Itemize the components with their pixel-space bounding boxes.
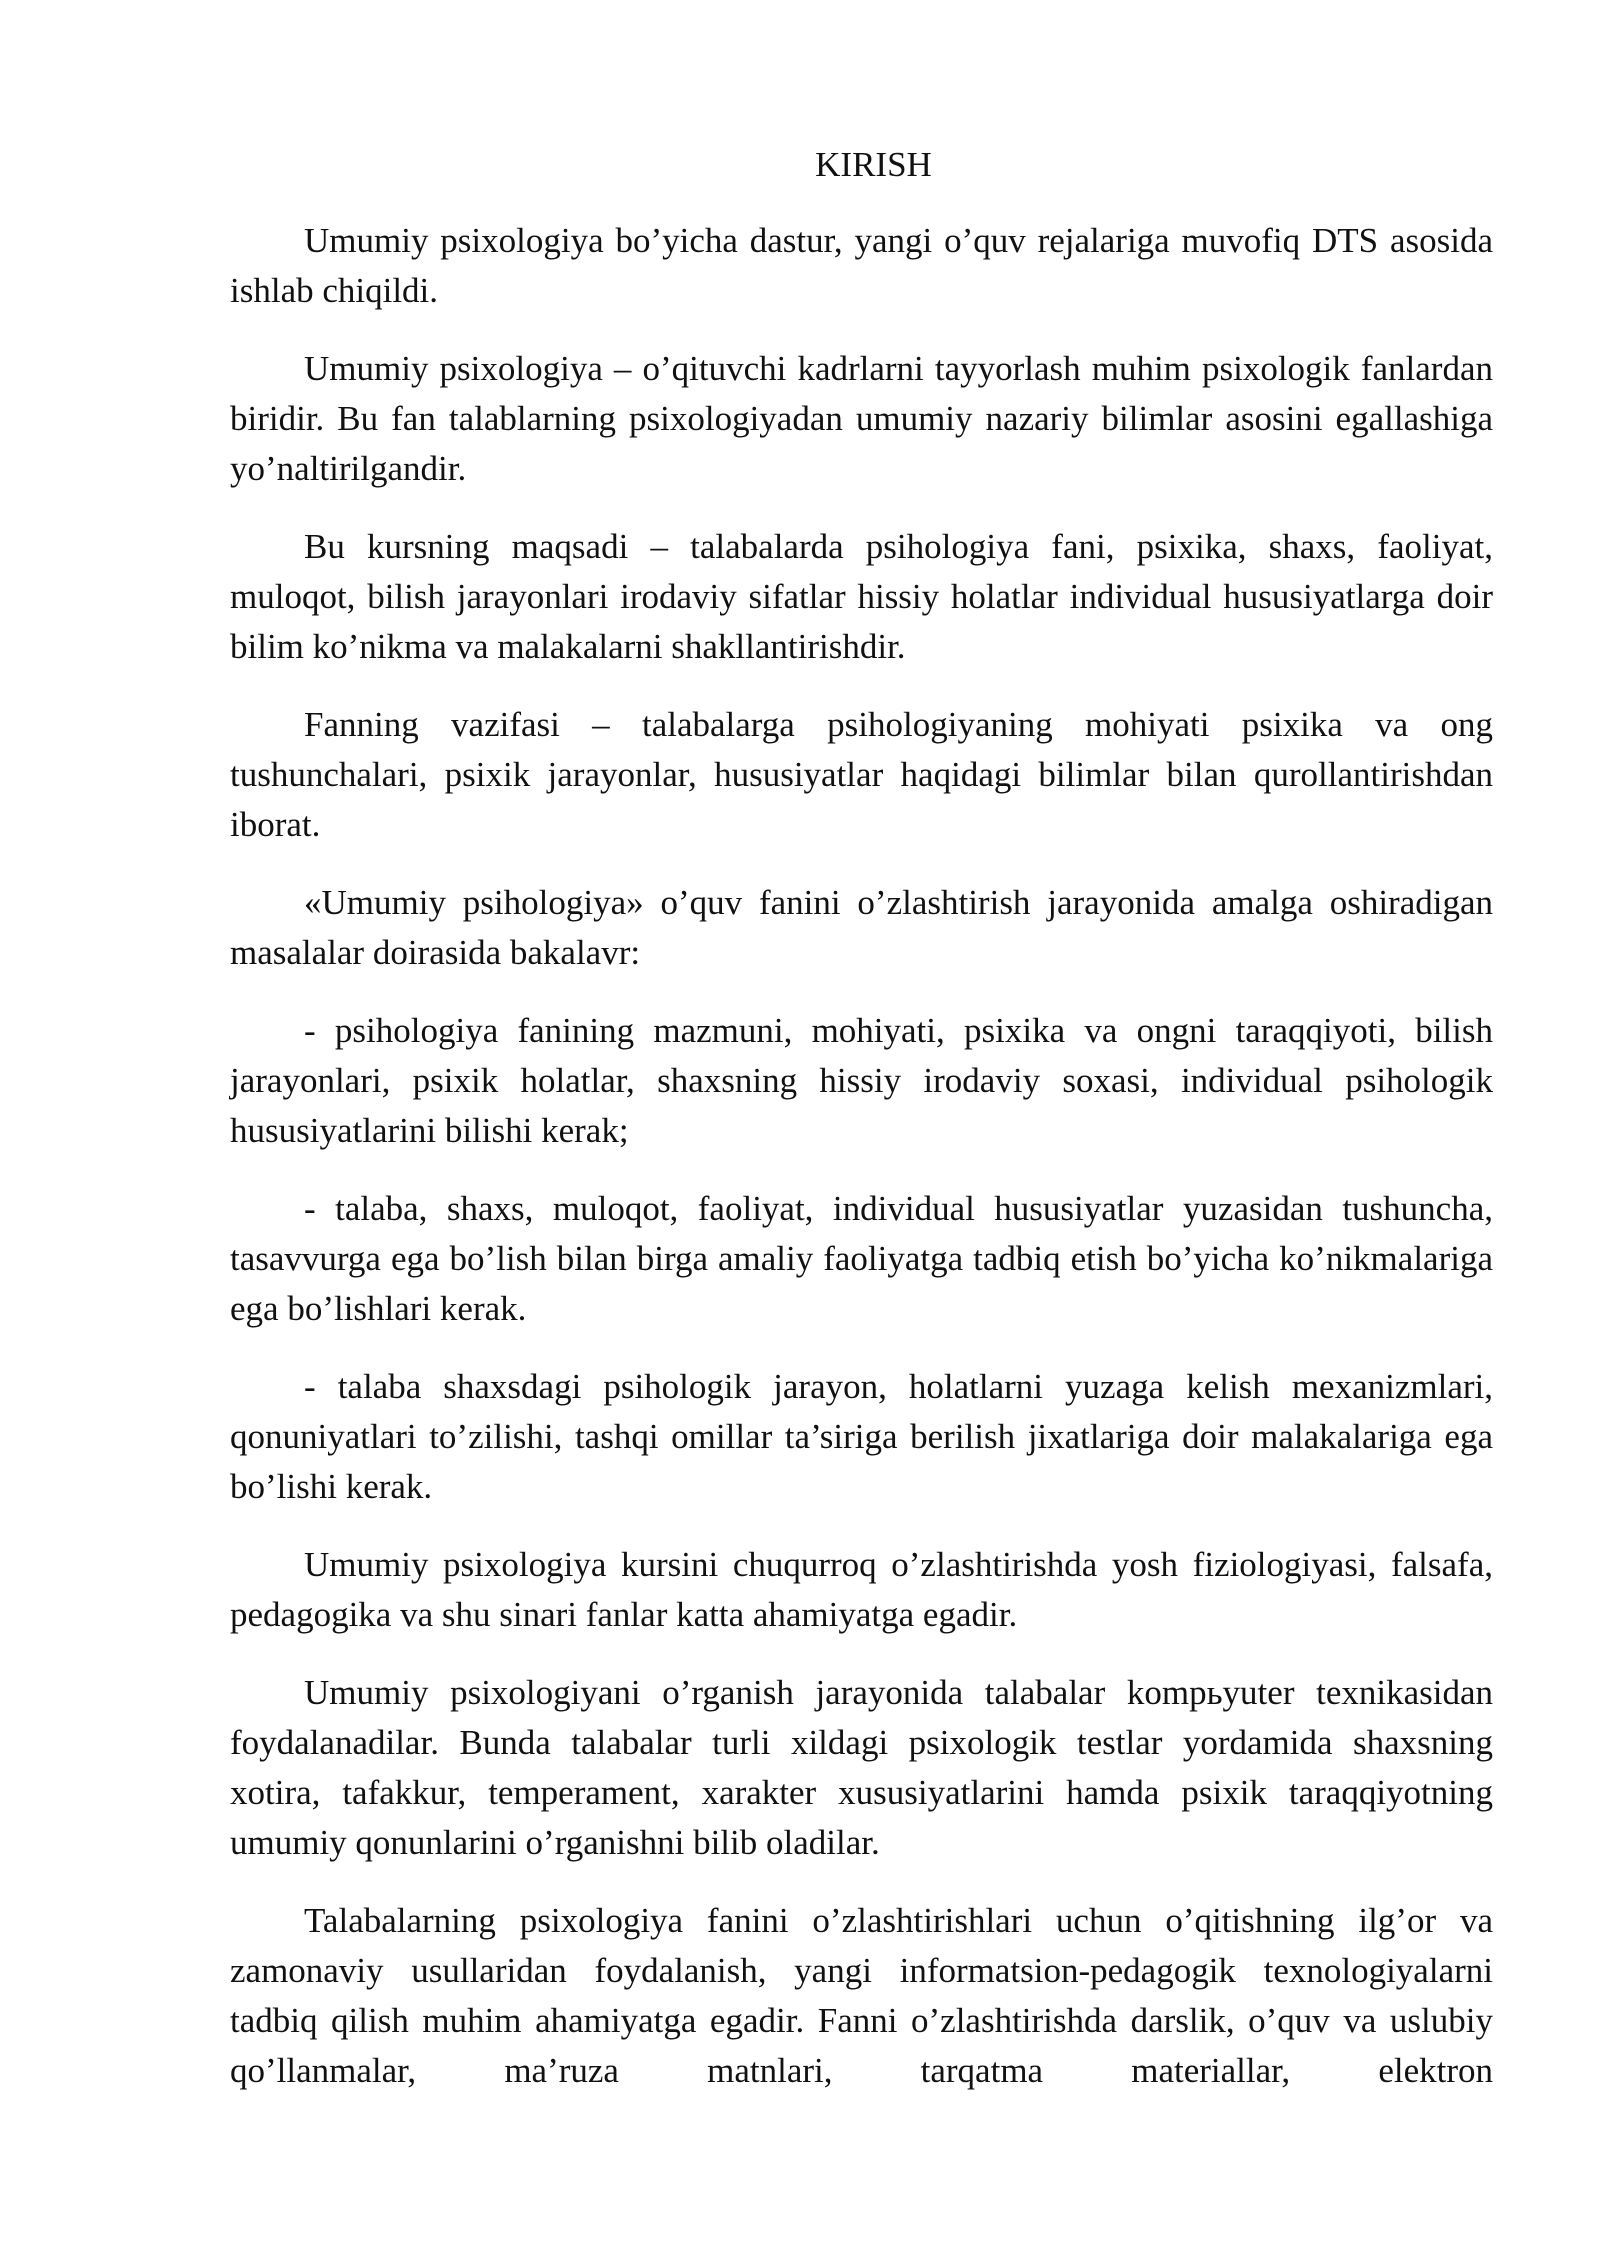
- paragraph-1: Umumiy psixologiya bo’yicha dastur, yangi o’quv rejalariga muvofiq DTS asosida ishlab chiqildi.: [230, 221, 1493, 310]
- paragraph-8: - talaba shaxsdagi psihologik jarayon, holatlarni yuzaga kelish mexanizmlari, qonuniyatlari to’zilishi, tashqi omillar ta’siriga berilish jixatlariga doir malakalariga ega bo’lishi kerak.: [230, 1367, 1493, 1506]
- paragraph-6: - psihologiya fanining mazmuni, mohiyati, psixika va ongni taraqqiyoti, bilish jarayonlari, psixik holatlar, shaxsning hissiy irodaviy soxasi, individual psihologik hususiyatlarini bilishi kerak;: [230, 1011, 1493, 1150]
- paragraph-11: Talabalarning psixologiya fanini o’zlashtirishlari uchun o’qitishning ilg’or va zamonaviy usullaridan foydalanish, yangi informatsion-pedagogik texnologiyalarni tadbiq qilish muhim ahamiyatga egadir. Fanni o’zlashtirishda darslik, o’quv va uslubiy qo’llanmalar, ma’ruza matnlari, tarqatma materiallar, elektron: [230, 1901, 1493, 2090]
- paragraph-5: «Umumiy psihologiya» o’quv fanini o’zlashtirish jarayonida amalga oshiradigan masalalar doirasida bakalavr:: [230, 883, 1493, 972]
- paragraph-4: Fanning vazifasi – talabalarga psihologiyaning mohiyati psixika va ong tushunchalari, psixik jarayonlar, hususiyatlar haqidagi bilimlar bilan qurollantirishdan iborat.: [230, 705, 1493, 844]
- document-title: KIRISH: [815, 145, 932, 184]
- paragraph-9: Umumiy psixologiya kursini chuqurroq o’zlashtirishda yosh fiziologiyasi, falsafa, pedagogika va shu sinari fanlar katta ahamiyatga egadir.: [230, 1545, 1493, 1634]
- document-body: [230, 140, 1493, 2124]
- paragraph-10: Umumiy psixologiyani o’rganish jarayonida talabalar kompьyuter texnikasidan foydalanadilar. Bunda talabalar turli xildagi psixologik testlar yordamida shaxsning xotira, tafakkur, temperament, xarakter xususiyatlarini hamda psixik taraqqiyotning umumiy qonunlarini o’rganishni bilib oladilar.: [230, 1673, 1493, 1862]
- paragraph-3: Bu kursning maqsadi – talabalarda psihologiya fani, psixika, shaxs, faoliyat, muloqot, bilish jarayonlari irodaviy sifatlar hissiy holatlar individual hususiyatlarga doir bilim ko’nikma va malakalarni shakllantirishdir.: [230, 527, 1493, 666]
- paragraph-7: - talaba, shaxs, muloqot, faoliyat, individual hususiyatlar yuzasidan tushuncha, tasavvurga ega bo’lish bilan birga amaliy faoliyatga tadbiq etish bo’yicha ko’nikmalariga ega bo’lishlari kerak.: [230, 1189, 1493, 1328]
- paragraph-2: Umumiy psixologiya – o’qituvchi kadrlarni tayyorlash muhim psixologik fanlardan biridir. Bu fan talablarning psixologiyadan umumiy nazariy bilimlar asosini egallashiga yo’naltirilgandir.: [230, 349, 1493, 488]
